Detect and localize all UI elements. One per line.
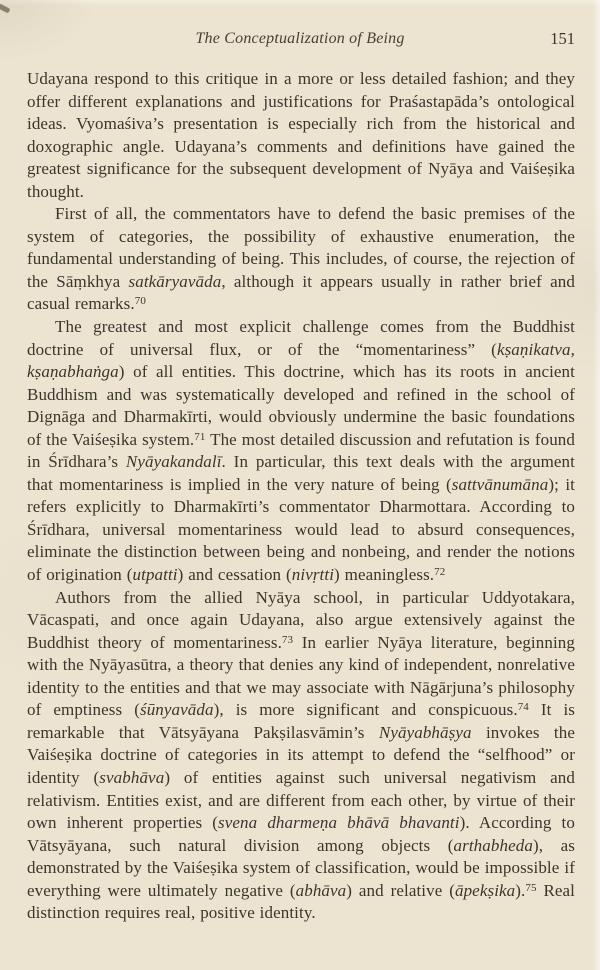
page-number: 151 (550, 29, 575, 48)
footnote-ref: 71 (194, 430, 206, 443)
text-segment: First of all, the commentators have to defend the basic premises of the system of categories, the possibility of exhaustive enumeration, the fundamental understanding of being. This includes, of course, the rejection of the Sāṃkhya (27, 204, 575, 291)
footnote-ref: 70 (134, 295, 146, 308)
italic-term: Nyāyabhāṣya (378, 722, 472, 742)
footnote-ref: 73 (281, 633, 294, 646)
text-segment: Udayana respond to this critique in a more or less detailed fashion; and they offer different explanations and justifications for Praśastapāda’s ontological ideas. Vyomaśiva’s presentation is especially rich from the historical and doxographic angle. Udayana’s comments and definitions have gained the greatest significance for the subsequent development of Nyāya and Vaiśeṣika thought. (27, 69, 575, 201)
text-segment: ) meaningless. (334, 565, 435, 585)
text-segment: ) and cessation ( (177, 565, 292, 585)
text-segment: The most detailed discussion and refutation is found in Śrīdhara’s (27, 429, 575, 472)
text-segment: In earlier Nyāya literature, beginning with the Nyāyasūtra, a theory that denies any kind of independent, nonrelative identity to the entities and that we may associate with Nāgārjuna’s philosophy of emptiness ( (27, 632, 575, 720)
text-segment: , although it appears usually in rather brief and casual remarks. (27, 271, 575, 314)
italic-term: satkāryavāda (128, 271, 222, 291)
paragraph (27, 316, 575, 587)
text-segment: The greatest and most explicit challenge comes from the Buddhist doctrine of universal flux, or of the “momentariness” ( (27, 317, 575, 359)
text-segment: Authors from the allied Nyāya school, in particular Uddyotakara, Vācaspati, and once again Udayana, also argue extensively against the Buddhist theory of momentariness. (27, 587, 575, 652)
text-segment: ) of entities against such universal negativism and relativism. Entities exist, and are different from each other, by virtue of their own inherent properties ( (27, 767, 575, 833)
paragraph (27, 68, 575, 203)
italic-term: abhāva (295, 880, 347, 900)
italic-term: śūnyavāda (139, 700, 214, 720)
running-header (0, 0, 600, 52)
text-segment: ) and relative ( (346, 880, 455, 900)
text-segment: ). (515, 880, 526, 900)
italic-term: Nyāyakandalī (125, 452, 222, 472)
italic-term: sattvānumāna (451, 474, 549, 494)
footnote-ref: 74 (517, 701, 529, 714)
text-segment: ). According to Vātsyāyana, such natural division among objects ( (27, 813, 575, 855)
italic-term: utpatti (132, 565, 178, 585)
paragraph (27, 587, 575, 925)
italic-term: svabhāva (99, 767, 165, 787)
text-segment: . In particular, this text deals with the argument that momentariness is implied in the very nature of being ( (27, 452, 575, 494)
italic-term: kṣaṇikatva, kṣaṇabhaṅga (27, 339, 575, 382)
text-segment: ), as demonstrated by the Vaiśeṣika system of classification, would be impossible if everything were ultimately negative ( (27, 835, 575, 900)
footnote-ref: 72 (434, 566, 446, 579)
running-title: The Conceptualization of Being (195, 30, 405, 47)
italic-term: nivṛtti (291, 565, 335, 585)
page-body (0, 52, 600, 925)
italic-term: svena dharmeṇa bhāvā bhavanti (218, 813, 460, 833)
italic-term: arthabheda (453, 835, 533, 855)
paragraph (27, 203, 575, 316)
text-segment: ), is more significant and conspicuous. (213, 700, 518, 720)
italic-term: āpekṣika (454, 880, 516, 900)
text-segment: ); it refers explicitly to Dharmakīrti’s commentator Dharmottara. According to Śrīdhara, universal momentariness would lead to absurd consequences, eliminate the distinction between being and nonbeing, and render the notions of origination ( (27, 474, 575, 585)
text-segment: Real distinction requires real, positive identity. (27, 880, 576, 923)
footnote-ref: 75 (525, 881, 537, 894)
text-segment: invokes the Vaiśeṣika doctrine of categories in its attempt to defend the “selfhood” or identity ( (27, 722, 575, 787)
text-segment: It is remarkable that Vātsyāyana Pakṣilasvāmin’s (27, 700, 575, 742)
text-segment: ) of all entities. This doctrine, which has its roots in ancient Buddhism and was systematically developed and refined in the school of Dignāga and Dharmakīrti, would obviously undermine the basic foundations of the Vaiśeṣika system. (27, 362, 575, 449)
